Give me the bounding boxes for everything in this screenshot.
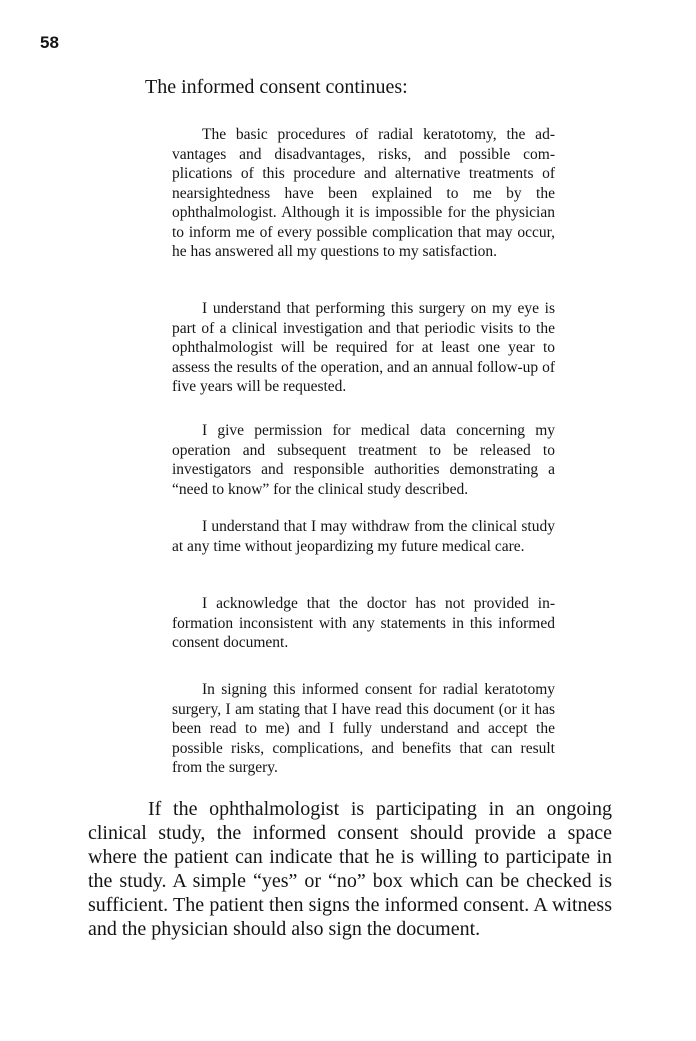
consent-paragraph: In signing this informed consent for radial keratotomy surgery, I am stating that I have read this document (or it has been read to me) and I fully understand and accept the possible risks, complications, and benefits that can result from the surgery. <box>172 681 555 776</box>
consent-paragraph: I understand that performing this surgery on my eye is part of a clinical investigation and that periodic visits to the ophthalmologist will be required for at least one year to assess the results of the operation, and an annual follow-up of five years will be requested. <box>172 300 555 395</box>
consent-block-1 <box>172 125 555 262</box>
consent-block-4 <box>172 517 555 556</box>
consent-block-2 <box>172 299 555 397</box>
consent-paragraph: The basic procedures of radial keratotomy, the advantages and disadvantages, risks, and possible complications of this procedure and alternative treatments of nearsightedness have been explained to me by the ophthalmologist. Although it is impossible for the physician to inform me of every possible complication that may occur, he has answered all my questions to my satisfaction. <box>172 126 555 260</box>
section-intro: The informed consent continues: <box>145 76 408 98</box>
consent-paragraph: I acknowledge that the doctor has not provided information inconsistent with any statements in this informed consent document. <box>172 595 555 651</box>
consent-block-5 <box>172 594 555 653</box>
consent-paragraph: I give permission for medical data concerning my operation and subsequent treatment to be released to investigators and responsible authorities demonstrating a “need to know” for the clinical study described. <box>172 422 555 498</box>
consent-paragraph: I understand that I may withdraw from the clinical study at any time without jeopardizing my future medical care. <box>172 518 555 555</box>
page-number: 58 <box>40 33 59 52</box>
consent-block-6 <box>172 680 555 778</box>
body-paragraph: If the ophthalmologist is participating in an ongoing clinical study, the informed consent should provide a space where the patient can indicate that he is willing to participate in the study. A simple “yes” or “no” box which can be checked is sufficient. The patient then signs the informed consent. A witness and the physician should also sign the document. <box>88 798 612 940</box>
consent-block-3 <box>172 421 555 499</box>
